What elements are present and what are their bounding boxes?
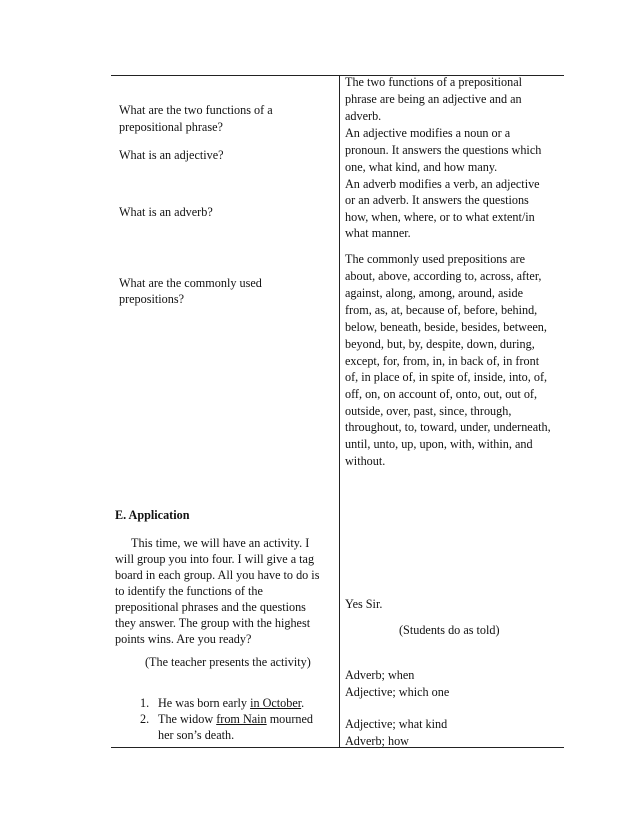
- prepositions-line: The commonly used prepositions are: [345, 252, 526, 266]
- answer-adverb-line: or an adverb. It answers the questions: [345, 193, 529, 207]
- prepositions-line: below, beneath, beside, besides, between,: [345, 320, 547, 334]
- list-item-number: 1.: [140, 696, 150, 710]
- teacher-note: (The teacher presents the activity): [145, 655, 311, 669]
- list-item-text: [158, 711, 313, 728]
- answer-item: Adjective; which one: [345, 685, 450, 699]
- answer-item: Adverb; when: [345, 668, 415, 682]
- paragraph-line: will group you into four. I will give a tag: [115, 552, 315, 566]
- item-text: .: [301, 696, 305, 710]
- answer-adverb-line: what manner.: [345, 226, 411, 240]
- section-title-application: E. Application: [115, 508, 190, 522]
- answer-functions-line: phrase are being an adjective and an: [345, 92, 522, 106]
- prepositions-line: of, in place of, in spite of, inside, into, of,: [345, 370, 548, 384]
- question-prepositions-line-2: prepositions?: [119, 292, 184, 306]
- paragraph-line: board in each group. All you have to do is: [115, 568, 320, 582]
- paragraph-line: prepositional phrases and the questions: [115, 600, 306, 614]
- response-yes-sir: Yes Sir.: [345, 597, 383, 611]
- prepositions-line: beyond, but, by, despite, down, during,: [345, 337, 535, 351]
- table-bottom-rule: [111, 747, 564, 748]
- paragraph-line: to identify the functions of the: [115, 584, 263, 598]
- prepositions-line: outside, over, past, since, through,: [345, 404, 512, 418]
- list-item-continuation: her son’s death.: [158, 728, 235, 742]
- question-functions-line-1: What are the two functions of a: [119, 103, 273, 117]
- answer-adjective-line: pronoun. It answers the questions which: [345, 143, 542, 157]
- answer-adjective-line: one, what kind, and how many.: [345, 160, 498, 174]
- question-adverb: What is an adverb?: [119, 205, 213, 219]
- students-note: (Students do as told): [399, 623, 500, 637]
- prepositions-line: against, along, among, around, aside: [345, 286, 524, 300]
- paragraph-line: points wins. Are you ready?: [115, 632, 252, 646]
- list-item-text: [158, 695, 304, 712]
- prepositions-line: except, for, from, in, in back of, in front: [345, 354, 540, 368]
- answer-item: Adverb; how: [345, 734, 409, 748]
- question-adjective: What is an adjective?: [119, 148, 224, 162]
- prepositions-line: off, on, on account of, onto, out, out of,: [345, 387, 538, 401]
- answer-item: Adjective; what kind: [345, 717, 448, 731]
- answer-functions-line: adverb.: [345, 109, 382, 123]
- paragraph-line: they answer. The group with the highest: [115, 616, 311, 630]
- underlined-phrase: in October: [250, 696, 302, 710]
- item-text: He was born early: [158, 696, 251, 710]
- question-prepositions-line-1: What are the commonly used: [119, 276, 262, 290]
- question-functions-line-2: prepositional phrase?: [119, 120, 223, 134]
- answer-functions-line: The two functions of a prepositional: [345, 75, 523, 89]
- prepositions-line: without.: [345, 454, 386, 468]
- prepositions-line: about, above, according to, across, after,: [345, 269, 542, 283]
- underlined-phrase: from Nain: [216, 712, 267, 726]
- list-item-number: 2.: [140, 712, 150, 726]
- answer-adverb-line: An adverb modifies a verb, an adjective: [345, 177, 540, 191]
- prepositions-line: from, as, at, because of, before, behind,: [345, 303, 538, 317]
- paragraph-line: This time, we will have an activity. I: [131, 536, 310, 550]
- answer-adjective-line: An adjective modifies a noun or a: [345, 126, 511, 140]
- prepositions-line: until, unto, up, upon, with, within, and: [345, 437, 533, 451]
- answer-adverb-line: how, when, where, or to what extent/in: [345, 210, 535, 224]
- column-divider: [339, 75, 340, 748]
- item-text: The widow: [158, 712, 217, 726]
- prepositions-line: throughout, to, toward, under, underneath,: [345, 420, 551, 434]
- item-text: mourned: [266, 712, 314, 726]
